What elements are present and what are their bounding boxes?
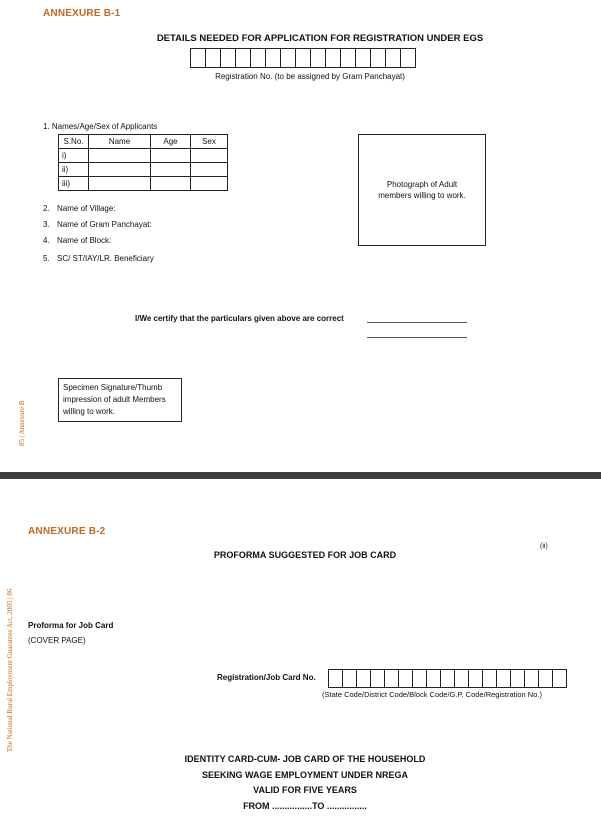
identity-line-1: IDENTITY CARD-CUM- JOB CARD OF THE HOUSEHOLD — [184, 754, 426, 764]
list-item: 5. SC/ ST/IAY/LR. Beneficiary — [43, 254, 154, 263]
village-label: Name of Village: — [57, 204, 116, 213]
row-number: i) — [59, 149, 89, 163]
digit-box[interactable] — [413, 669, 427, 688]
list-item: 4. Name of Block: — [43, 236, 112, 245]
cover-page-label: (COVER PAGE) — [28, 636, 86, 645]
job-card-number-boxes[interactable] — [328, 669, 567, 688]
list-item: 2. Name of Village: — [43, 204, 116, 213]
table-row — [59, 149, 228, 163]
page2-title: PROFORMA SUGGESTED FOR JOB CARD — [213, 550, 397, 560]
digit-box[interactable] — [441, 669, 455, 688]
identity-line-2: SEEKING WAGE EMPLOYMENT UNDER NREGA — [201, 769, 408, 780]
photograph-box[interactable] — [358, 134, 486, 246]
page1-title: DETAILS NEEDED FOR APPLICATION FOR REGISTRATION UNDER EGS — [156, 33, 484, 44]
digit-box[interactable] — [191, 48, 206, 68]
table-row — [59, 177, 228, 191]
digit-box[interactable] — [553, 669, 567, 688]
digit-box[interactable] — [399, 669, 413, 688]
age-cell[interactable] — [151, 149, 191, 163]
digit-box[interactable] — [539, 669, 553, 688]
table-header-sno: S.No. — [59, 135, 89, 149]
item-1-label: 1. Names/Age/Sex of Applicants — [43, 122, 158, 131]
job-card-number-label: Registration/Job Card No. — [217, 673, 316, 682]
table-header-name: Name — [89, 135, 151, 149]
digit-box[interactable] — [341, 48, 356, 68]
beneficiary-label: SC/ ST/IAY/LR. Beneficiary — [57, 254, 154, 263]
age-cell[interactable] — [151, 177, 191, 191]
sex-cell[interactable] — [191, 149, 228, 163]
list-item: 3. Name of Gram Panchayat: — [43, 220, 152, 229]
sex-cell[interactable] — [191, 177, 228, 191]
table-row — [59, 163, 228, 177]
digit-box[interactable] — [329, 669, 343, 688]
digit-box[interactable] — [497, 669, 511, 688]
proforma-heading: Proforma for Job Card — [28, 621, 114, 630]
name-cell[interactable] — [89, 163, 151, 177]
gram-panchayat-label: Name of Gram Panchayat: — [57, 220, 152, 229]
applicant-details-list — [43, 204, 154, 270]
digit-box[interactable] — [427, 669, 441, 688]
photograph-caption: Photograph of Adult members willing to work. — [378, 180, 466, 200]
side-separator: | — [6, 595, 14, 599]
table-header-sex: Sex — [191, 135, 228, 149]
roman-marker: (ii) — [540, 543, 548, 550]
specimen-signature-box[interactable]: Specimen Signature/Thumb impression of adult Members willing to work. — [58, 378, 182, 422]
annexure-b1-label: ANNEXURE B-1 — [43, 8, 121, 19]
side-annex-label: Annexure B — [18, 400, 26, 435]
age-cell[interactable] — [151, 163, 191, 177]
signature-line[interactable] — [367, 322, 467, 323]
registration-caption: Registration No. (to be assigned by Gram Panchayat) — [215, 72, 405, 81]
name-cell[interactable] — [89, 177, 151, 191]
side-separator: | — [18, 434, 26, 438]
digit-box[interactable] — [525, 669, 539, 688]
digit-box[interactable] — [511, 669, 525, 688]
digit-box[interactable] — [401, 48, 416, 68]
digit-box[interactable] — [251, 48, 266, 68]
side-page-number: 86 — [6, 588, 14, 596]
digit-box[interactable] — [455, 669, 469, 688]
digit-box[interactable] — [206, 48, 221, 68]
digit-box[interactable] — [469, 669, 483, 688]
page1-side-label — [18, 400, 26, 446]
row-number: iii) — [59, 177, 89, 191]
applicants-table — [58, 134, 228, 191]
side-title: The National Rural Employment Guarantee Act, 2005 — [6, 600, 14, 752]
certification-text: I/We certify that the particulars given above are correct — [135, 314, 344, 323]
page2-side-label — [6, 589, 14, 752]
sex-cell[interactable] — [191, 163, 228, 177]
job-card-caption: (State Code/District Code/Block Code/G.P. Code/Registration No.) — [322, 690, 542, 699]
digit-box[interactable] — [311, 48, 326, 68]
identity-line-3: VALID FOR FIVE YEARS — [253, 785, 357, 795]
digit-box[interactable] — [296, 48, 311, 68]
page-divider — [0, 472, 601, 479]
name-cell[interactable] — [89, 149, 151, 163]
digit-box[interactable] — [371, 669, 385, 688]
digit-box[interactable] — [281, 48, 296, 68]
identity-card-heading — [155, 752, 455, 814]
signature-line-2[interactable] — [367, 337, 467, 338]
registration-number-boxes[interactable] — [190, 48, 416, 68]
side-page-number: 85 — [18, 439, 26, 446]
digit-box[interactable] — [221, 48, 236, 68]
digit-box[interactable] — [343, 669, 357, 688]
identity-line-4: FROM ................TO ................ — [243, 800, 367, 811]
table-header-age: Age — [151, 135, 191, 149]
digit-box[interactable] — [385, 669, 399, 688]
digit-box[interactable] — [483, 669, 497, 688]
block-label: Name of Block: — [57, 236, 112, 245]
digit-box[interactable] — [371, 48, 386, 68]
digit-box[interactable] — [357, 669, 371, 688]
digit-box[interactable] — [266, 48, 281, 68]
digit-box[interactable] — [236, 48, 251, 68]
row-number: ii) — [59, 163, 89, 177]
digit-box[interactable] — [356, 48, 371, 68]
digit-box[interactable] — [326, 48, 341, 68]
digit-box[interactable] — [386, 48, 401, 68]
annexure-b2-label: ANNEXURE B-2 — [28, 526, 106, 537]
